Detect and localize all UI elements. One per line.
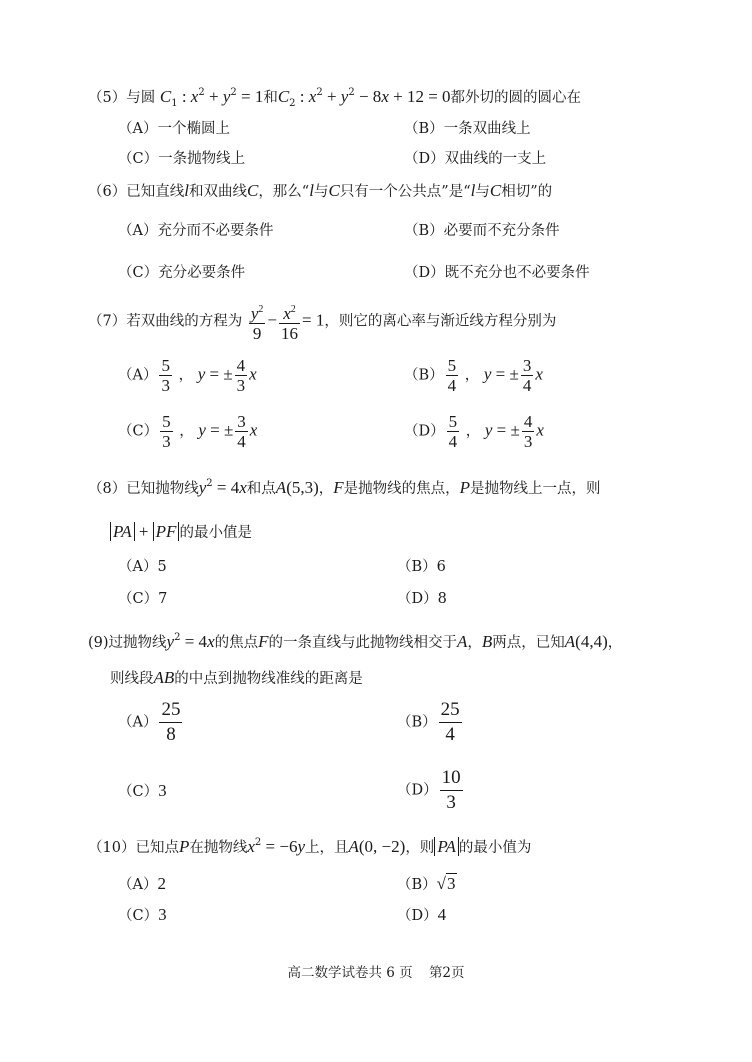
q9-option-b: （B） $\frac{25}{4}$ [397, 699, 460, 745]
q7-option-d: （D） $\frac{5}{4}$ ， y = ± $\frac{4}{3}$ x [404, 412, 544, 451]
q7-number: （7） [88, 313, 127, 330]
q5-option-d: （D）双曲线的一支上 [404, 151, 547, 167]
q10-option-d: （D）4 [397, 905, 447, 924]
q5-option-a: （A）一个椭圆上 [118, 121, 230, 137]
q9-stem: (9)过抛物线$y^2 = 4x$的焦点F的一条直线与此抛物线相交于A，B两点，已知A(4,4)， [88, 632, 623, 651]
q7-stem: （7）若双曲线的方程为 $\frac{y^2}{9}$ − $\frac{x^2}{16}$ = 1，则它的离心率与渐近线方程分别为 [88, 300, 556, 343]
q7-option-a: （A） $\frac{5}{3}$ ， y = ± $\frac{4}{3}$ x [118, 356, 257, 395]
q10-stem: （10）已知点P在抛物线$x^2 = -6y$上，且A(0, −2)，则 PA 的最小值为 [88, 837, 532, 856]
q6-number: （6） [88, 184, 127, 200]
q6-option-b: （B）必要而不充分条件 [404, 223, 560, 239]
footer-total-pages: 高二数学试卷共 6 页 [287, 965, 413, 981]
q10-number: （10） [88, 840, 136, 856]
q9-option-c: （C）3 [118, 781, 167, 800]
q5-number: （5） [88, 90, 127, 106]
q8-stem: （8）已知抛物线$y^2 = 4x$和点A(5,3)，F是抛物线的焦点，P是抛物线上一点，则 [88, 478, 601, 497]
q8-stem-2: PA + PF 的最小值是 [110, 523, 252, 541]
q5-option-b: （B）一条双曲线上 [404, 121, 531, 137]
footer-page-number: 第2页 [428, 965, 465, 981]
q5-stem: （5）与圆 $C_1$ : $x^2 + y^2 = 1$和$C_2$ : $x^2 + y^2 - 8x + 12 = 0$都外切的圆的圆心在 [88, 87, 582, 109]
q6-option-c: （C）充分必要条件 [118, 265, 246, 281]
q8-option-c: （C）7 [118, 591, 168, 607]
q8-option-d: （D）8 [397, 591, 447, 607]
q10-option-c: （C）3 [118, 905, 167, 924]
q6-stem: （6）已知直线l和双曲线C，那么“l与C只有一个公共点”是“l与C相切”的 [88, 181, 553, 200]
q5-circle2: $C_2$ : $x^2 + y^2 - 8x + 12 = 0$ [277, 87, 451, 109]
q9-number: (9) [88, 635, 109, 651]
q7-option-c: （C） $\frac{5}{3}$ ， y = ± $\frac{3}{4}$ x [118, 412, 258, 451]
q9-option-d: （D） $\frac{10}{3}$ [397, 767, 461, 813]
q10-option-a: （A）2 [118, 874, 166, 893]
q5-circle1: $C_1$ : $x^2 + y^2 = 1$ [159, 87, 264, 109]
q8-option-b: （B）6 [397, 559, 446, 575]
q6-option-a: （A）充分而不必要条件 [118, 223, 274, 239]
q8-option-a: （A）5 [118, 559, 167, 575]
q7-option-b: （B） $\frac{5}{4}$ ， y = ± $\frac{3}{4}$ x [404, 356, 543, 395]
page-footer [0, 961, 752, 981]
q5-option-c: （C）一条抛物线上 [118, 151, 246, 167]
q9-option-a: （A） $\frac{25}{8}$ [118, 699, 181, 745]
q10-option-b: （B）√3 [397, 874, 456, 893]
q8-number: （8） [88, 481, 127, 497]
q6-option-d: （D）既不充分也不必要条件 [404, 265, 590, 281]
q9-stem-2: 则线段AB的中点到抛物线准线的距离是 [110, 668, 363, 687]
